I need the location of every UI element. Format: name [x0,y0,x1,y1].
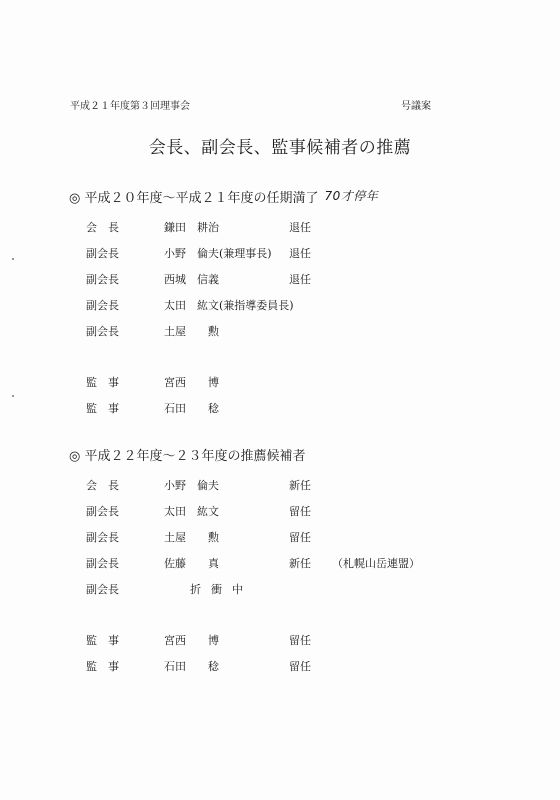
role-cell: 副会長 [86,325,119,338]
role-cell: 監 事 [86,660,119,673]
role-cell: 監 事 [86,634,119,647]
status-cell: 留任 [289,660,311,673]
table-row [0,555,560,573]
name-cell: 鎌田 耕治 [164,221,219,234]
name-cell: 太田 紘文 [164,505,219,518]
name-cell: 西城 信義 [164,273,219,286]
agenda-number-label: 号議案 [401,101,431,112]
role-cell: 副会長 [86,531,119,544]
name-cell: 佐藤 真 [164,557,219,570]
role-cell: 副会長 [86,273,119,286]
table-row [0,477,560,495]
status-cell: 留任 [289,505,311,518]
status-cell: 新任 [289,479,311,492]
role-cell: 監 事 [86,376,119,389]
table-row [0,503,560,521]
role-cell: 副会長 [86,583,119,596]
meeting-label: 平成２１年度第３回理事会 [70,101,190,112]
table-row [0,658,560,676]
name-cell: 石田 稔 [164,660,219,673]
status-cell: 退任 [289,221,311,234]
role-cell: 副会長 [86,505,119,518]
table-row [0,297,560,315]
role-cell: 副会長 [86,557,119,570]
scan-speck [12,395,14,397]
scan-speck [12,258,14,260]
role-cell: 会 長 [86,221,119,234]
role-cell: 副会長 [86,299,119,312]
table-row [0,245,560,263]
document-title: 会長、副会長、監事候補者の推薦 [148,138,412,158]
table-row [0,374,560,392]
name-cell: 太田 紘文(兼指導委員長) [164,299,294,312]
status-cell: 退任 [289,273,311,286]
section-term-expiry-title: ◎ 平成２０年度～平成２１年度の任期満了 [69,191,319,206]
table-row [0,529,560,547]
section-term-expiry-heading [69,187,378,206]
table-row [0,323,560,341]
role-cell: 監 事 [86,402,119,415]
handwritten-note: 70才停年 [324,189,379,203]
name-cell: 土屋 勲 [164,325,219,338]
status-cell: 新任 [289,557,311,570]
status-cell: 留任 [289,634,311,647]
name-cell: 石田 稔 [164,402,219,415]
role-cell: 会 長 [86,479,119,492]
section-nominees-heading: ◎ 平成２２年度～２３年度の推薦候補者 [69,449,306,464]
role-cell: 副会長 [86,247,119,260]
name-cell: 宮西 博 [164,634,219,647]
note-cell: （札幌山岳連盟） [332,557,420,570]
pending-negotiation-cell: 折衝中 [190,583,253,596]
status-cell: 留任 [289,531,311,544]
name-cell: 土屋 勲 [164,531,219,544]
table-row [0,271,560,289]
table-row [0,219,560,237]
name-cell: 宮西 博 [164,376,219,389]
status-cell: 退任 [289,247,311,260]
table-row [0,400,560,418]
name-cell: 小野 倫夫(兼理事長) [164,247,272,260]
name-cell: 小野 倫夫 [164,479,219,492]
table-row [0,581,560,599]
table-row [0,632,560,650]
